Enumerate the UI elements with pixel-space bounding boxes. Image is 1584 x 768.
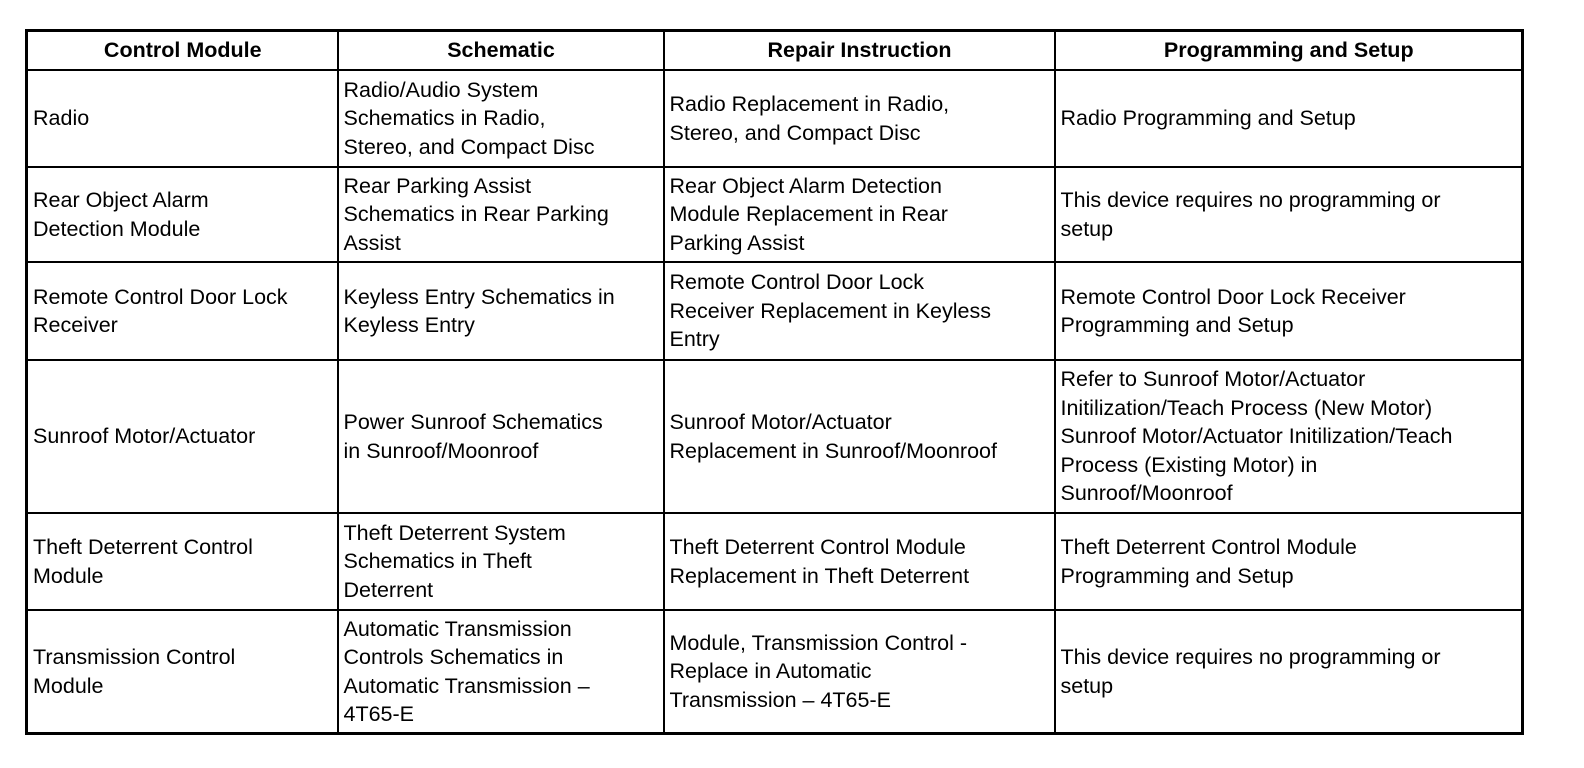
cell-schematic: Power Sunroof Schematics in Sunroof/Moonroof xyxy=(338,360,664,513)
cell-repair-instruction: Radio Replacement in Radio, Stereo, and Compact Disc xyxy=(664,70,1055,167)
control-module-table xyxy=(25,29,1524,735)
table-row xyxy=(27,167,1523,262)
cell-control-module: Transmission Control Module xyxy=(27,610,338,734)
header-repair-instruction: Repair Instruction xyxy=(664,31,1055,71)
header-schematic: Schematic xyxy=(338,31,664,71)
table-row xyxy=(27,513,1523,610)
cell-schematic: Keyless Entry Schematics in Keyless Entry xyxy=(338,262,664,360)
cell-repair-instruction: Rear Object Alarm Detection Module Replacement in Rear Parking Assist xyxy=(664,167,1055,262)
cell-programming-setup: Theft Deterrent Control Module Programming and Setup xyxy=(1055,513,1523,610)
cell-control-module: Sunroof Motor/Actuator xyxy=(27,360,338,513)
header-control-module: Control Module xyxy=(27,31,338,71)
cell-programming-setup: Radio Programming and Setup xyxy=(1055,70,1523,167)
cell-schematic: Theft Deterrent System Schematics in Theft Deterrent xyxy=(338,513,664,610)
cell-control-module: Radio xyxy=(27,70,338,167)
cell-programming-setup: Refer to Sunroof Motor/Actuator Initilization/Teach Process (New Motor) Sunroof Motor/Actuator Initilization/Teach Process (Existing Motor) in Sunroof/Moonroof xyxy=(1055,360,1523,513)
cell-repair-instruction: Remote Control Door Lock Receiver Replacement in Keyless Entry xyxy=(664,262,1055,360)
table-row xyxy=(27,360,1523,513)
cell-schematic: Automatic Transmission Controls Schematics in Automatic Transmission – 4T65-E xyxy=(338,610,664,734)
cell-schematic: Rear Parking Assist Schematics in Rear Parking Assist xyxy=(338,167,664,262)
cell-repair-instruction: Theft Deterrent Control Module Replacement in Theft Deterrent xyxy=(664,513,1055,610)
cell-programming-setup: This device requires no programming or setup xyxy=(1055,610,1523,734)
cell-repair-instruction: Module, Transmission Control - Replace in Automatic Transmission – 4T65-E xyxy=(664,610,1055,734)
cell-control-module: Rear Object Alarm Detection Module xyxy=(27,167,338,262)
cell-control-module: Remote Control Door Lock Receiver xyxy=(27,262,338,360)
table-row xyxy=(27,262,1523,360)
table-row xyxy=(27,70,1523,167)
cell-control-module: Theft Deterrent Control Module xyxy=(27,513,338,610)
header-programming-setup: Programming and Setup xyxy=(1055,31,1523,71)
cell-programming-setup: Remote Control Door Lock Receiver Programming and Setup xyxy=(1055,262,1523,360)
cell-programming-setup: This device requires no programming or setup xyxy=(1055,167,1523,262)
header-row xyxy=(27,31,1523,71)
cell-repair-instruction: Sunroof Motor/Actuator Replacement in Sunroof/Moonroof xyxy=(664,360,1055,513)
table-row xyxy=(27,610,1523,734)
cell-schematic: Radio/Audio System Schematics in Radio, Stereo, and Compact Disc xyxy=(338,70,664,167)
